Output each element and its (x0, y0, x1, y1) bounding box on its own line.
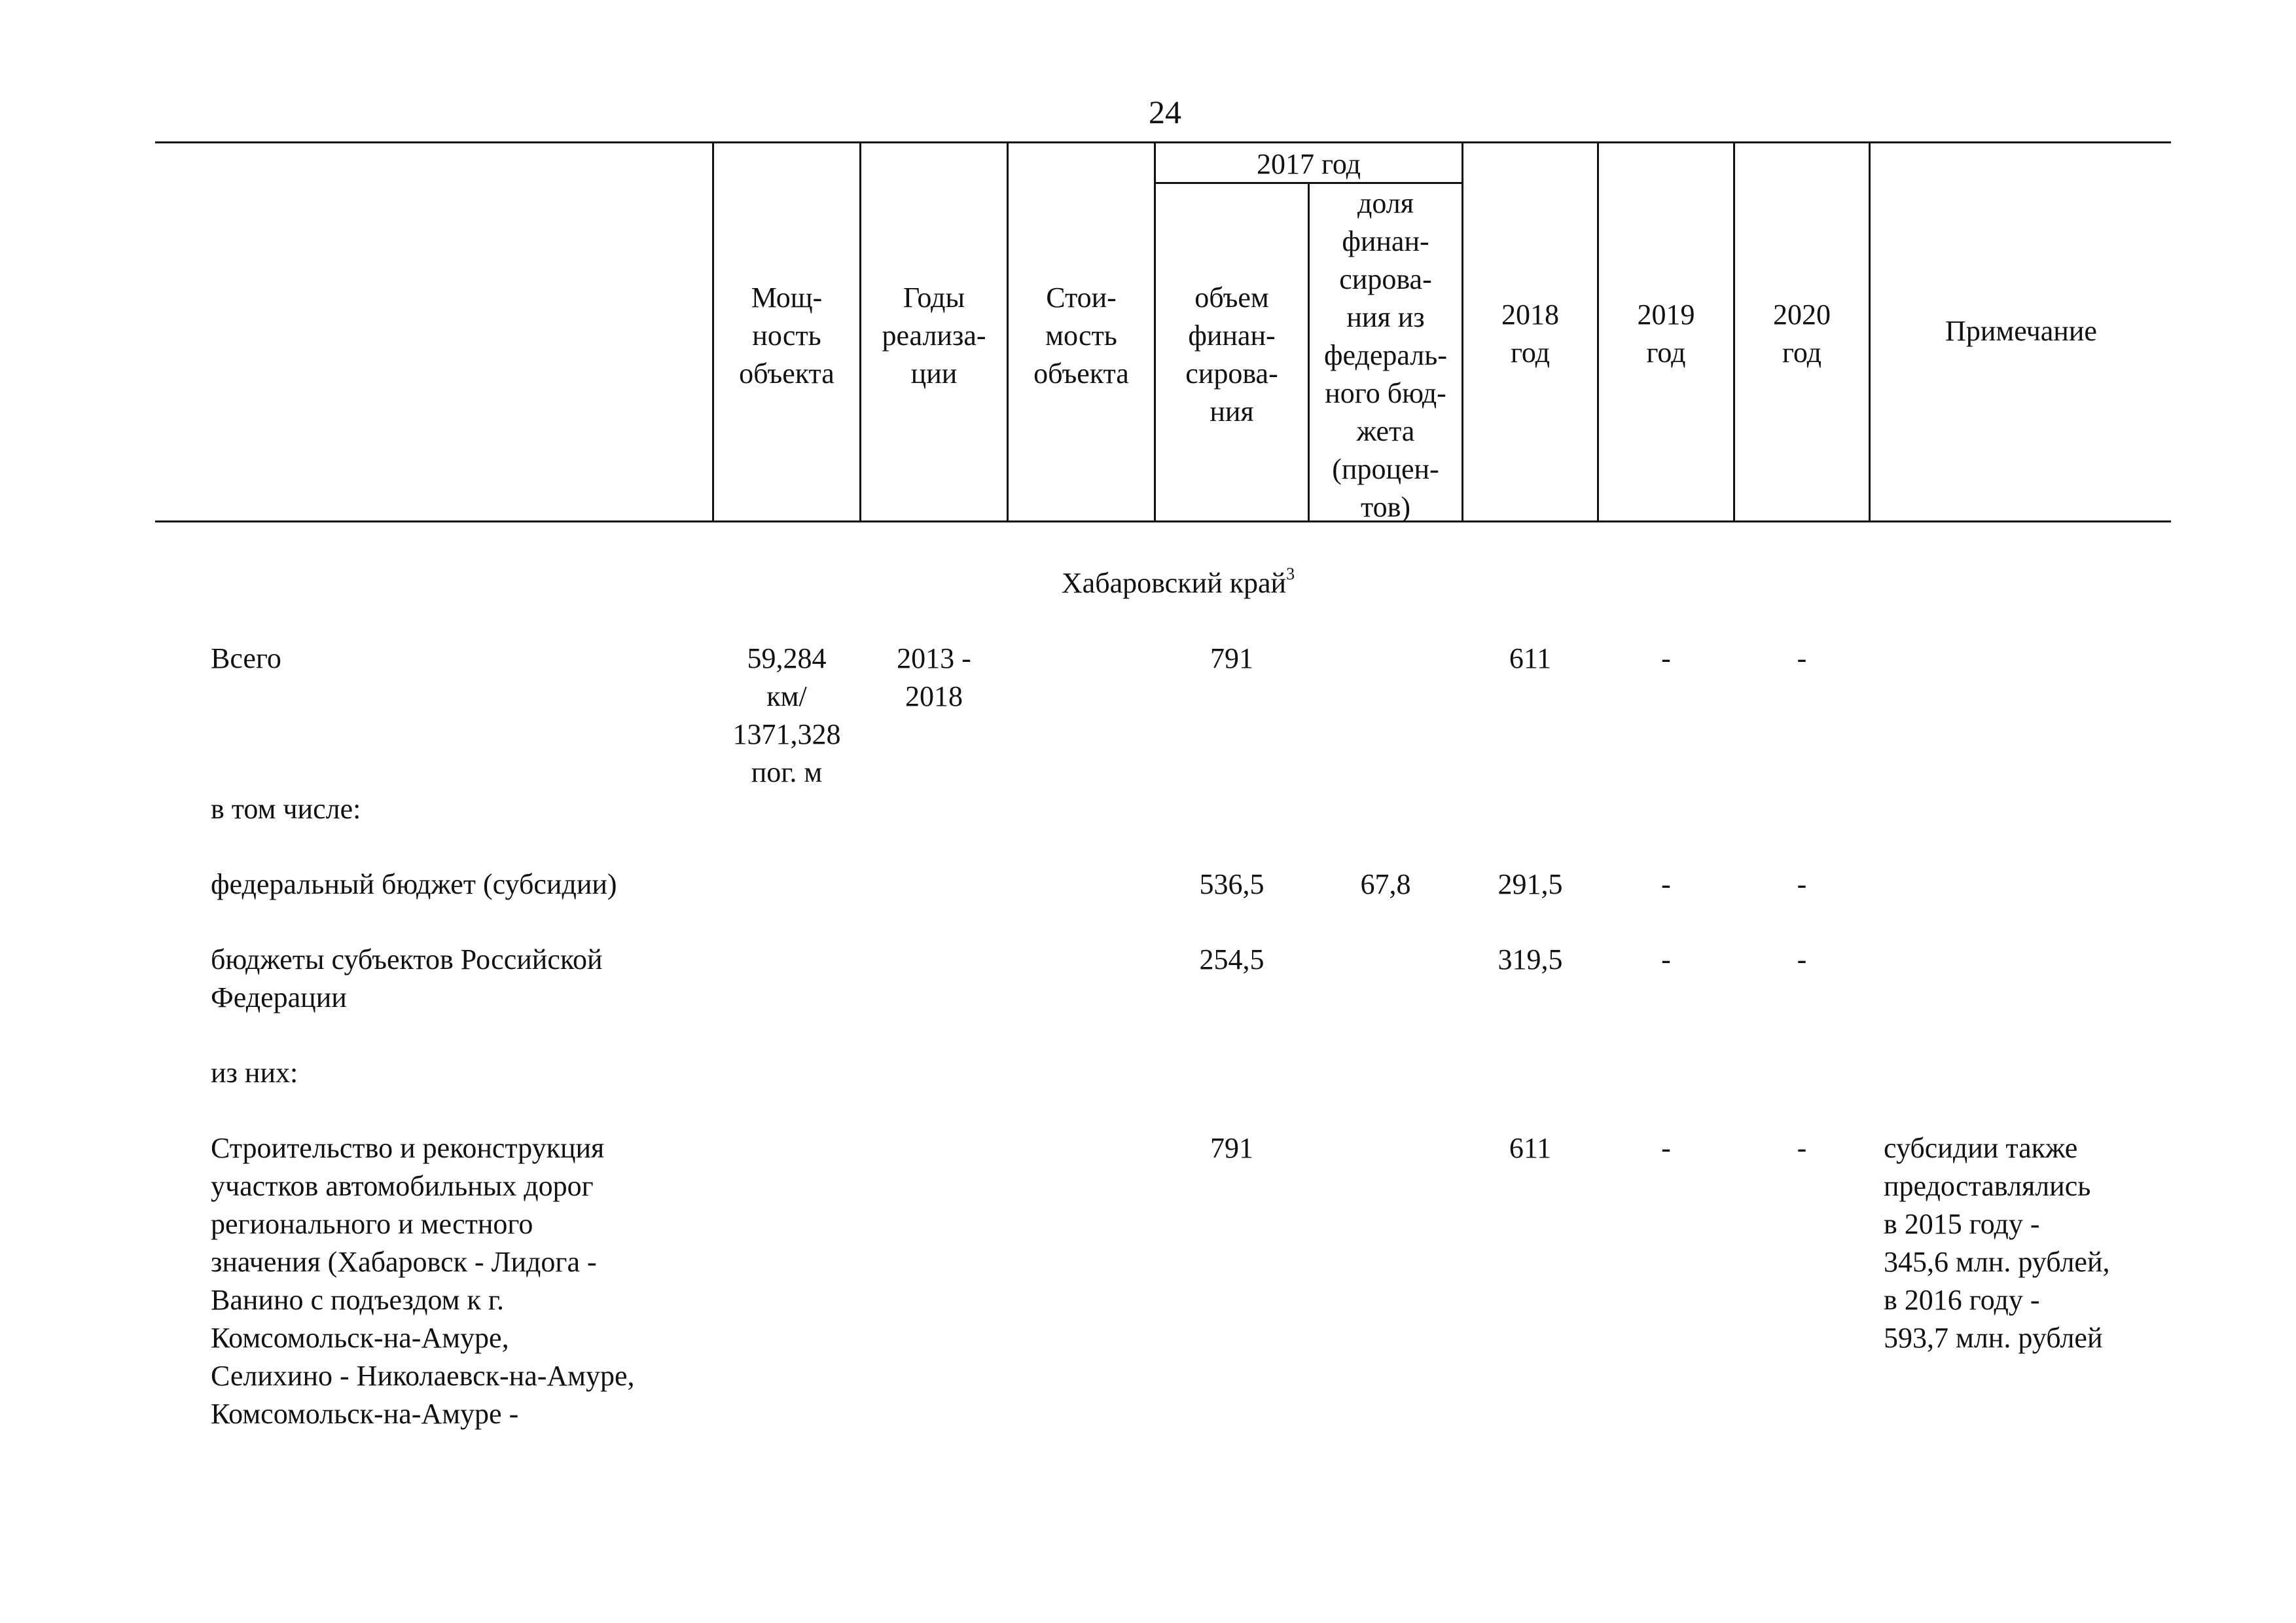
row-construction-2020: - (1797, 1132, 1807, 1164)
row-regional-2020: - (1797, 943, 1807, 976)
header-cost: Стои- мость объекта (1033, 282, 1129, 390)
header-note: Примечание (1945, 315, 2097, 347)
row-regional-volume: 254,5 (1199, 943, 1265, 976)
row-label-regional: бюджеты субъектов Российской Федерации (211, 943, 603, 1013)
row-label-federal: федеральный бюджет (субсидии) (211, 868, 617, 900)
row-label-construction: Строительство и реконструкция участков автомобильных дорог регионального и местного значения (Хабаровск - Лидога - Ванино с подъездом к г. Комсомольск-на-Амуре, Селихино - Николаевск-на-Амуре, Комсомольск-на-Амуре - (211, 1132, 635, 1430)
row-construction-volume: 791 (1210, 1132, 1253, 1164)
row-total-years: 2013 - 2018 (897, 642, 971, 712)
header-years: Годы реализа- ции (882, 282, 986, 390)
section-footnote: 3 (1286, 564, 1295, 583)
row-regional-2019: - (1661, 943, 1671, 976)
row-total-volume: 791 (1210, 642, 1253, 674)
header-2019: 2019 год (1637, 299, 1695, 369)
row-federal-share: 67,8 (1360, 868, 1411, 900)
row-label-of-which: из них: (211, 1057, 298, 1089)
header-volume: объем финан- сирова- ния (1185, 282, 1278, 428)
page-number: 24 (1149, 94, 1181, 130)
header-2017-group: 2017 год (1256, 148, 1361, 180)
row-total-2019: - (1661, 642, 1671, 674)
header-2018: 2018 год (1501, 299, 1559, 369)
header-share: доля финан- сирова- ния из федераль- ного бюд- жета (процен- тов) (1324, 187, 1447, 523)
header-2020: 2020 год (1773, 299, 1831, 369)
row-total-capacity: 59,284 км/ 1371,328 пог. м (732, 642, 841, 788)
row-construction-2018: 611 (1509, 1132, 1552, 1164)
row-total-2018: 611 (1509, 642, 1552, 674)
row-regional-2018: 319,5 (1498, 943, 1563, 976)
row-federal-volume: 536,5 (1199, 868, 1265, 900)
section-title: Хабаровский край$^3$ (1061, 564, 1295, 599)
row-construction-note: субсидии также предоставлялись в 2015 году - 345,6 млн. рублей, в 2016 году - 593,7 млн. рублей (1884, 1132, 2110, 1354)
row-construction-2019: - (1661, 1132, 1671, 1164)
row-federal-2020: - (1797, 868, 1807, 900)
row-label-including: в том числе: (211, 793, 361, 825)
row-total-2020: - (1797, 642, 1807, 674)
header-capacity: Мощ- ность объекта (739, 282, 834, 390)
row-label-total: Всего (211, 642, 281, 674)
row-federal-2019: - (1661, 868, 1671, 900)
row-federal-2018: 291,5 (1498, 868, 1563, 900)
